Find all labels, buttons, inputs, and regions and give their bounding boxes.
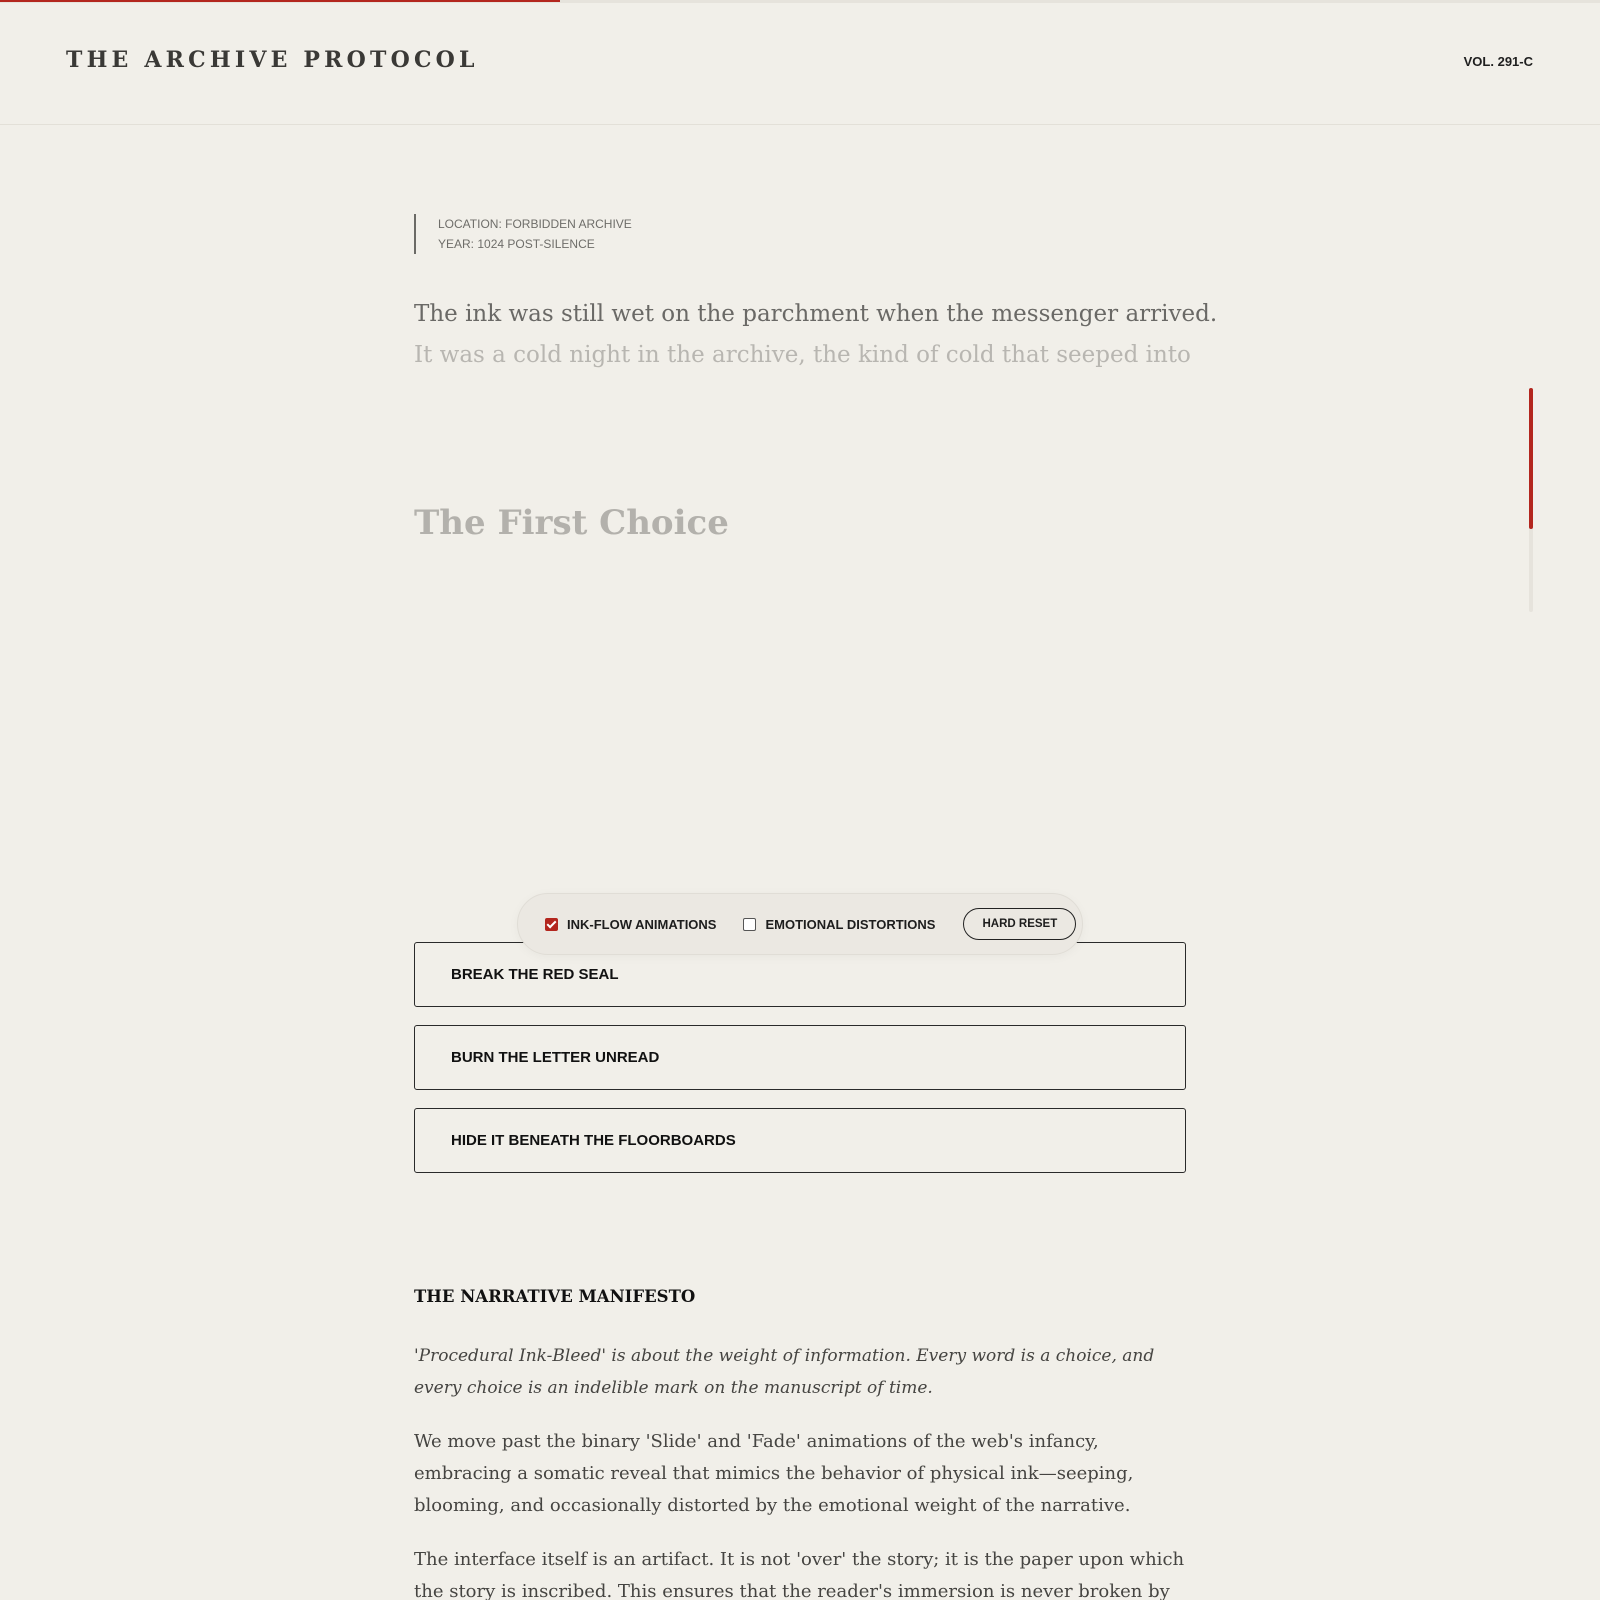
ink-flow-label: INK-FLOW ANIMATIONS [567,916,717,932]
location-label: LOCATION: FORBIDDEN ARCHIVE [438,217,632,231]
ink-flow-toggle[interactable] [545,917,716,932]
site-header [0,3,1600,125]
chapter-title: The First Choice [414,503,729,543]
choice-hide-floorboards-button[interactable]: HIDE IT BENEATH THE FLOORBOARDS [414,1108,1186,1173]
manifesto-paragraph-2: The interface itself is an artifact. It is not 'over' the story; it is the paper upon which the story is inscribed. This ensures that the reader's immersion is never broken by [414,1549,1185,1600]
choice-burn-letter-button[interactable]: BURN THE LETTER UNREAD [414,1025,1186,1090]
scroll-indicator[interactable] [1529,388,1533,612]
emotional-distortions-toggle[interactable] [743,917,935,932]
story-line-1: The ink was still wet on the parchment when the messenger arrived. [414,301,1218,327]
manifesto-paragraph-1: We move past the binary 'Slide' and 'Fade' animations of the web's infancy, embracing a somatic reveal that mimics the behavior of physical ink—seeping, blooming, and occasionally distorted by the emotional weight of the narrative. [414,1431,1134,1516]
emotional-distortions-label: EMOTIONAL DISTORTIONS [765,916,936,932]
story-line-2: It was a cold night in the archive, the kind of cold that seeped into [414,342,1191,368]
ink-flow-checkbox[interactable] [545,918,558,931]
scroll-indicator-thumb[interactable] [1529,388,1533,529]
year-label: YEAR: 1024 POST-SILENCE [438,237,595,251]
story-text [414,294,1218,376]
story-meta [414,214,632,254]
settings-toolbar [517,893,1083,955]
volume-label: VOL. 291-C [1463,54,1533,69]
manifesto-heading: THE NARRATIVE MANIFESTO [414,1287,696,1306]
reading-progress-fill [0,0,560,2]
hard-reset-button[interactable]: HARD RESET [963,908,1076,940]
emotional-distortions-checkbox[interactable] [743,918,756,931]
choice-list [414,942,1186,1191]
site-title: THE ARCHIVE PROTOCOL [66,47,479,73]
manifesto-quote: 'Procedural Ink-Bleed' is about the weight of information. Every word is a choice, and every choice is an indelible mark on the manuscript of time. [414,1346,1155,1398]
choice-break-seal-button[interactable]: BREAK THE RED SEAL [414,942,1186,1007]
